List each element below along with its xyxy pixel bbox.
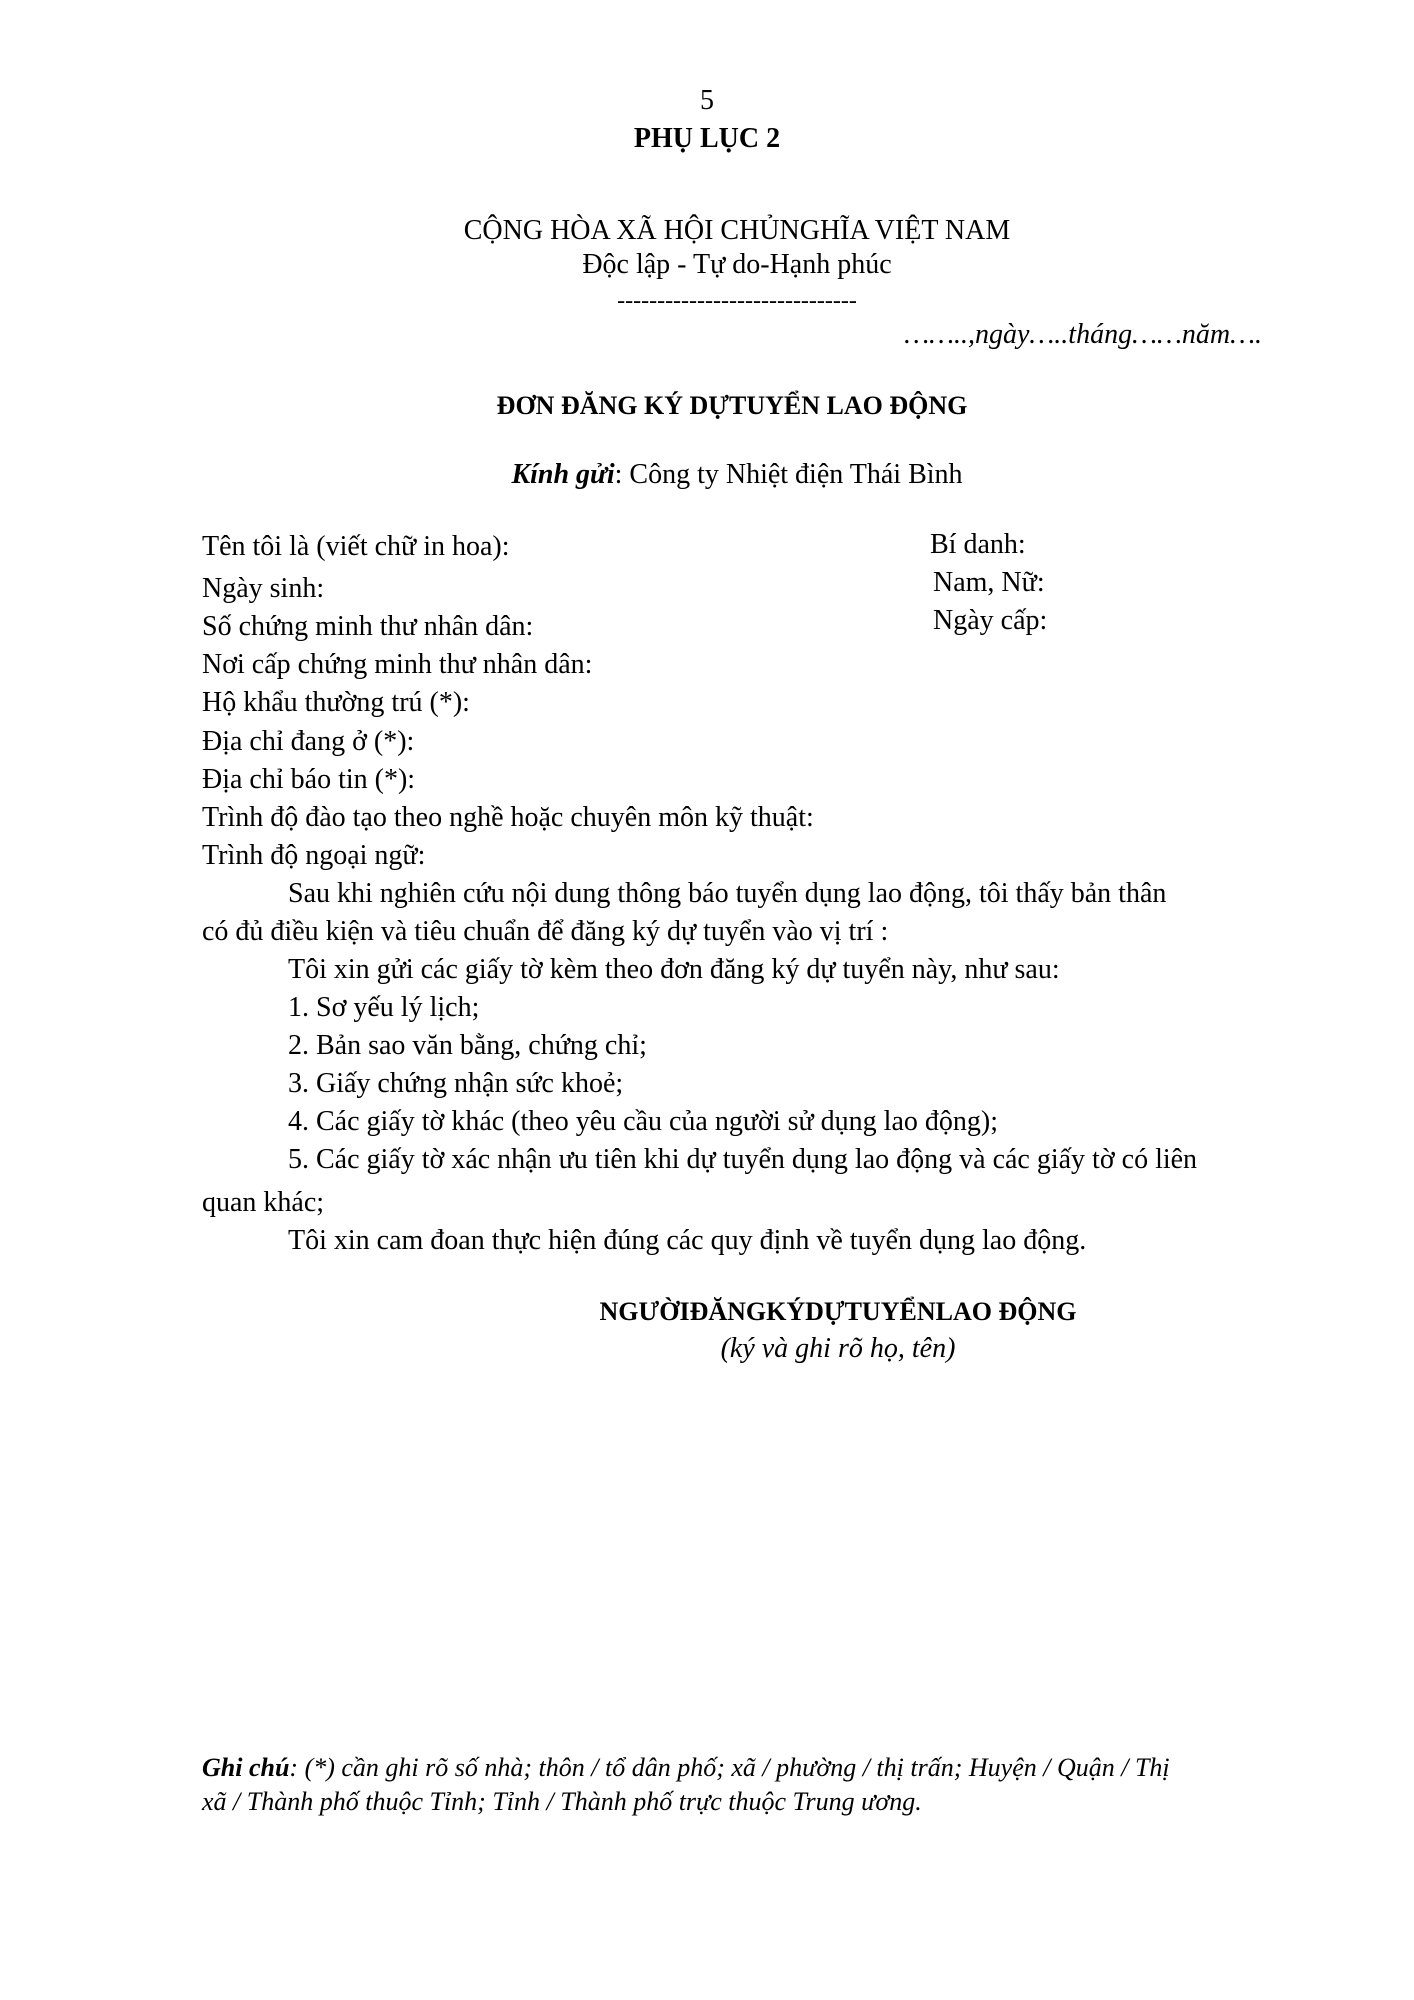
form-title: ĐƠN ĐĂNG KÝ DỰTUYỂN LAO ĐỘNG [496,391,968,420]
field-gender: Nam, Nữ: [933,567,1045,598]
field-contact-address: Địa chỉ báo tin (*): [202,764,416,795]
attachment-item: 3. Giấy chứng nhận sức khoẻ; [288,1068,624,1099]
national-motto: Độc lập - Tự do-Hạnh phúc [582,249,892,280]
footnote-text-1: : (*) cần ghi rõ số nhà; thôn / tổ dân phố; xã / phường / thị trấn; Huyện / Quận / Thị [289,1753,1170,1782]
header-divider: ------------------------------ [617,288,857,314]
field-permanent-residence: Hộ khẩu thường trú (*): [202,687,470,718]
attachment-item: 4. Các giấy tờ khác (theo yêu cầu của người sử dụng lao động); [288,1106,998,1137]
field-current-address: Địa chỉ đang ở (*): [202,726,415,757]
intro-paragraph-line-2: có đủ điều kiện và tiêu chuẩn để đăng ký dự tuyển vào vị trí : [202,916,889,947]
intro-paragraph-line-1: Sau khi nghiên cứu nội dung thông báo tuyển dụng lao động, tôi thấy bản thân [288,878,1167,909]
field-issue-date: Ngày cấp: [933,605,1048,636]
country-name: CỘNG HÒA XÃ HỘI CHỦNGHĨA VIỆT NAM [463,215,1011,246]
signature-note: (ký và ghi rõ họ, tên) [720,1333,956,1364]
field-alias: Bí danh: [930,529,1026,560]
field-date-of-birth: Ngày sinh: [202,573,325,604]
field-id-issue-place: Nơi cấp chứng minh thư nhân dân: [202,649,593,680]
footnote-line-2: xã / Thành phố thuộc Tỉnh; Tỉnh / Thành phố trực thuộc Trung ương. [202,1787,922,1816]
field-full-name: Tên tôi là (viết chữ in hoa): [202,531,510,562]
attachment-item: 2. Bản sao văn bằng, chứng chỉ; [288,1030,647,1061]
attachment-item-5-line-2: quan khác; [202,1187,325,1218]
attachments-intro: Tôi xin gửi các giấy tờ kèm theo đơn đăng ký dự tuyển này, như sau: [288,954,1060,985]
appendix-title: PHỤ LỤC 2 [633,123,781,154]
recipient-label: Kính gửi [511,459,615,490]
attachment-item: 1. Sơ yếu lý lịch; [288,992,480,1023]
attachment-item-5-line-1: 5. Các giấy tờ xác nhận ưu tiên khi dự tuyển dụng lao động và các giấy tờ có liên [288,1144,1198,1175]
footnote-label: Ghi chú [202,1753,290,1782]
signature-title: NGƯỜIĐĂNGKÝDỰTUYỂNLAO ĐỘNG [599,1297,1077,1326]
recipient-line [0,458,1414,492]
field-training-level: Trình độ đào tạo theo nghề hoặc chuyên môn kỹ thuật: [202,802,814,833]
page-number: 5 [700,85,714,116]
field-id-number: Số chứng minh thư nhân dân: [202,611,534,642]
date-line: ……..,ngày…..tháng……năm…. [904,319,1262,350]
footnote-line-1 [202,1752,1170,1784]
recipient-value: : Công ty Nhiệt điện Thái Bình [614,459,963,490]
field-foreign-language: Trình độ ngoại ngữ: [202,840,426,871]
commitment-statement: Tôi xin cam đoan thực hiện đúng các quy định về tuyển dụng lao động. [288,1225,1087,1256]
